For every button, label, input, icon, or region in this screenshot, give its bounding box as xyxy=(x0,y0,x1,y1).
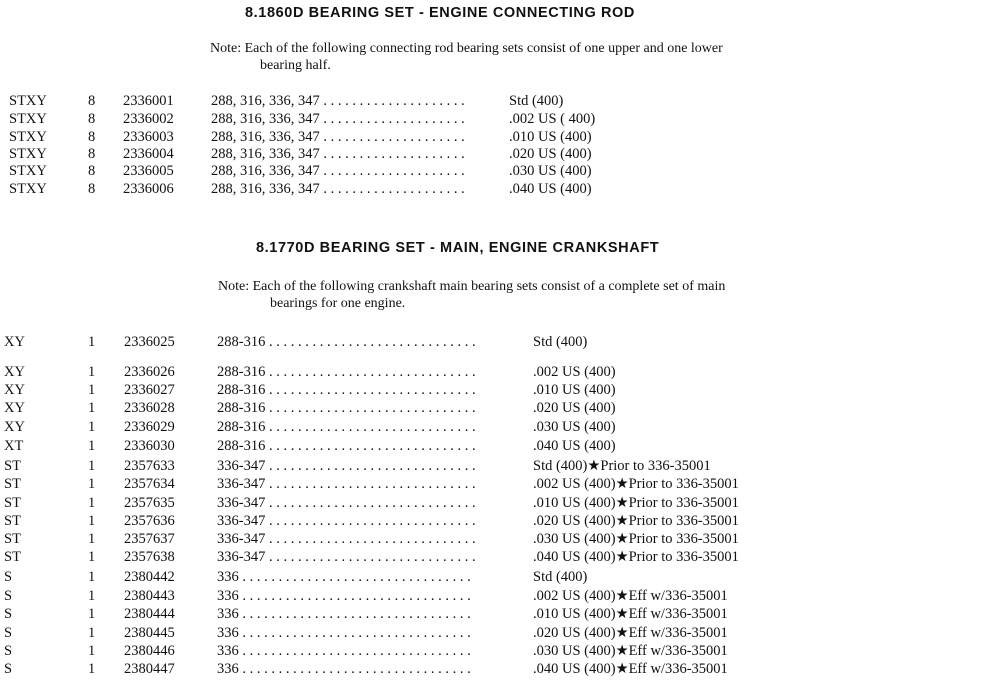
parts-row-desc: .040 US (400) xyxy=(509,181,592,197)
parts-row xyxy=(0,110,997,128)
parts-row-model: ST xyxy=(4,549,21,565)
parts-row-part: 2336002 xyxy=(123,111,174,127)
parts-row-desc: .010 US (400)★Prior to 336-35001 xyxy=(533,495,739,511)
parts-row xyxy=(0,437,997,455)
parts-row-part: 2336025 xyxy=(124,334,175,350)
parts-row-model: STXY xyxy=(9,111,47,127)
parts-row-qty: 1 xyxy=(88,476,96,492)
parts-row-part: 2336001 xyxy=(123,93,174,109)
parts-row-qty: 1 xyxy=(88,643,96,659)
parts-row-model: XT xyxy=(4,438,24,454)
parts-row-part: 2380442 xyxy=(124,569,175,585)
parts-row xyxy=(0,512,997,530)
parts-row-appl: 288, 316, 336, 347 . . . . . . . . . . . . . . . . . . . . xyxy=(211,163,465,179)
parts-row-appl: 336-347 . . . . . . . . . . . . . . . . . . . . . . . . . . . . . xyxy=(217,458,476,474)
parts-row-qty: 1 xyxy=(88,588,96,604)
parts-row-qty: 1 xyxy=(88,400,96,416)
parts-row xyxy=(0,145,997,163)
parts-row-part: 2336026 xyxy=(124,364,175,380)
parts-row-desc: .020 US (400)★Prior to 336-35001 xyxy=(533,513,739,529)
note-line: Note: Each of the following crankshaft main bearing sets consist of a complete set of main xyxy=(218,279,726,294)
parts-row-appl: 336 . . . . . . . . . . . . . . . . . . . . . . . . . . . . . . . . xyxy=(217,569,471,585)
parts-row xyxy=(0,457,997,475)
parts-row-appl: 336-347 . . . . . . . . . . . . . . . . . . . . . . . . . . . . . xyxy=(217,513,476,529)
parts-row-part: 2380443 xyxy=(124,588,175,604)
parts-row-desc: .020 US (400) xyxy=(509,146,592,162)
parts-row-part: 2336029 xyxy=(124,419,175,435)
parts-row-appl: 336-347 . . . . . . . . . . . . . . . . . . . . . . . . . . . . . xyxy=(217,549,476,565)
parts-row-qty: 1 xyxy=(88,458,96,474)
parts-row-desc: .002 US (400)★Prior to 336-35001 xyxy=(533,476,739,492)
parts-row-part: 2357636 xyxy=(124,513,175,529)
parts-row xyxy=(0,568,997,586)
parts-row-qty: 8 xyxy=(88,129,96,145)
parts-row xyxy=(0,418,997,436)
parts-row-desc: .010 US (400) xyxy=(509,129,592,145)
parts-row xyxy=(0,475,997,493)
parts-row-qty: 1 xyxy=(88,495,96,511)
parts-row-part: 2336005 xyxy=(123,163,174,179)
parts-row-desc: .002 US (400)★Eff w/336-35001 xyxy=(533,588,728,604)
parts-row-appl: 288, 316, 336, 347 . . . . . . . . . . . . . . . . . . . . xyxy=(211,146,465,162)
section-note-connecting-rod xyxy=(210,40,723,74)
note-line: Note: Each of the following connecting rod bearing sets consist of one upper and one lower xyxy=(210,41,723,56)
parts-row-appl: 336-347 . . . . . . . . . . . . . . . . . . . . . . . . . . . . . xyxy=(217,531,476,547)
parts-row-model: ST xyxy=(4,458,21,474)
section-heading-connecting-rod: 8.1860D BEARING SET - ENGINE CONNECTING ROD xyxy=(245,5,635,21)
section-heading-crankshaft-main: 8.1770D BEARING SET - MAIN, ENGINE CRANKSHAFT xyxy=(256,240,660,256)
parts-row-qty: 8 xyxy=(88,146,96,162)
parts-row-part: 2336003 xyxy=(123,129,174,145)
parts-row-model: ST xyxy=(4,513,21,529)
parts-row-appl: 336 . . . . . . . . . . . . . . . . . . . . . . . . . . . . . . . . xyxy=(217,643,471,659)
parts-row-part: 2336004 xyxy=(123,146,174,162)
parts-row-qty: 1 xyxy=(88,661,96,677)
parts-row-desc: Std (400) xyxy=(533,334,588,350)
section-note-crankshaft-main xyxy=(218,278,725,312)
parts-row-model: STXY xyxy=(9,163,47,179)
parts-row-part: 2336030 xyxy=(124,438,175,454)
parts-row xyxy=(0,128,997,146)
note-line-continued: bearing half. xyxy=(260,58,331,73)
parts-row-model: STXY xyxy=(9,129,47,145)
parts-row xyxy=(0,381,997,399)
parts-row-part: 2380447 xyxy=(124,661,175,677)
parts-row-qty: 8 xyxy=(88,163,96,179)
parts-row-desc: .040 US (400) xyxy=(533,438,616,454)
parts-row-model: S xyxy=(4,625,13,641)
parts-row-model: XY xyxy=(4,419,25,435)
parts-row xyxy=(0,642,997,660)
parts-row-model: XY xyxy=(4,400,25,416)
parts-row-model: S xyxy=(4,569,13,585)
parts-row-model: S xyxy=(4,643,13,659)
parts-row-appl: 288-316 . . . . . . . . . . . . . . . . . . . . . . . . . . . . . xyxy=(217,334,476,350)
parts-row-appl: 336 . . . . . . . . . . . . . . . . . . . . . . . . . . . . . . . . xyxy=(217,606,471,622)
parts-row-model: S xyxy=(4,588,13,604)
parts-row-model: ST xyxy=(4,531,21,547)
parts-row xyxy=(0,530,997,548)
parts-row-model: STXY xyxy=(9,181,47,197)
parts-row-model: S xyxy=(4,606,13,622)
parts-row-desc: .002 US ( 400) xyxy=(509,111,596,127)
parts-row-model: ST xyxy=(4,495,21,511)
parts-row xyxy=(0,605,997,623)
parts-row-desc: .020 US (400) xyxy=(533,400,616,416)
parts-row-appl: 288-316 . . . . . . . . . . . . . . . . . . . . . . . . . . . . . xyxy=(217,382,476,398)
parts-row-qty: 1 xyxy=(88,419,96,435)
parts-row-desc: .010 US (400) xyxy=(533,382,616,398)
parts-row-qty: 1 xyxy=(88,549,96,565)
parts-row-desc: Std (400) xyxy=(533,569,588,585)
parts-row-appl: 288, 316, 336, 347 . . . . . . . . . . . . . . . . . . . . xyxy=(211,111,465,127)
parts-row xyxy=(0,180,997,198)
parts-row-qty: 1 xyxy=(88,606,96,622)
parts-row-part: 2357633 xyxy=(124,458,175,474)
parts-row-part: 2357635 xyxy=(124,495,175,511)
parts-row-qty: 1 xyxy=(88,625,96,641)
parts-row-desc: .002 US (400) xyxy=(533,364,616,380)
parts-row xyxy=(0,399,997,417)
parts-row-appl: 288, 316, 336, 347 . . . . . . . . . . . . . . . . . . . . xyxy=(211,129,465,145)
parts-row-part: 2380444 xyxy=(124,606,175,622)
parts-row-qty: 1 xyxy=(88,438,96,454)
note-line-continued: bearings for one engine. xyxy=(270,296,406,311)
parts-row-desc: .020 US (400)★Eff w/336-35001 xyxy=(533,625,728,641)
parts-row xyxy=(0,363,997,381)
parts-row-desc: .030 US (400)★Eff w/336-35001 xyxy=(533,643,728,659)
parts-row-desc: .030 US (400)★Prior to 336-35001 xyxy=(533,531,739,547)
parts-row-part: 2357638 xyxy=(124,549,175,565)
parts-row-model: XY xyxy=(4,382,25,398)
parts-row-appl: 336-347 . . . . . . . . . . . . . . . . . . . . . . . . . . . . . xyxy=(217,495,476,511)
parts-row xyxy=(0,333,997,351)
parts-row-qty: 1 xyxy=(88,382,96,398)
parts-row xyxy=(0,548,997,566)
parts-row-model: ST xyxy=(4,476,21,492)
parts-row-model: S xyxy=(4,661,13,677)
parts-row-desc: .040 US (400)★Eff w/336-35001 xyxy=(533,661,728,677)
parts-row-appl: 336 . . . . . . . . . . . . . . . . . . . . . . . . . . . . . . . . xyxy=(217,625,471,641)
parts-row-desc: Std (400)★Prior to 336-35001 xyxy=(533,458,711,474)
parts-row-model: STXY xyxy=(9,93,47,109)
parts-row-desc: Std (400) xyxy=(509,93,564,109)
parts-row-appl: 336 . . . . . . . . . . . . . . . . . . . . . . . . . . . . . . . . xyxy=(217,661,471,677)
parts-row-qty: 8 xyxy=(88,111,96,127)
parts-row xyxy=(0,92,997,110)
parts-row xyxy=(0,494,997,512)
parts-row xyxy=(0,660,997,678)
parts-row-qty: 1 xyxy=(88,334,96,350)
parts-row-appl: 288-316 . . . . . . . . . . . . . . . . . . . . . . . . . . . . . xyxy=(217,400,476,416)
parts-row-qty: 8 xyxy=(88,93,96,109)
parts-row xyxy=(0,624,997,642)
parts-row-model: XY xyxy=(4,364,25,380)
parts-row-model: XY xyxy=(4,334,25,350)
parts-row-appl: 288, 316, 336, 347 . . . . . . . . . . . . . . . . . . . . xyxy=(211,181,465,197)
parts-row-part: 2336027 xyxy=(124,382,175,398)
parts-row-model: STXY xyxy=(9,146,47,162)
parts-row-appl: 288-316 . . . . . . . . . . . . . . . . . . . . . . . . . . . . . xyxy=(217,364,476,380)
parts-row-appl: 336-347 . . . . . . . . . . . . . . . . . . . . . . . . . . . . . xyxy=(217,476,476,492)
parts-row-appl: 288-316 . . . . . . . . . . . . . . . . . . . . . . . . . . . . . xyxy=(217,419,476,435)
parts-row-appl: 288-316 . . . . . . . . . . . . . . . . . . . . . . . . . . . . . xyxy=(217,438,476,454)
parts-row-qty: 1 xyxy=(88,569,96,585)
parts-row-desc: .010 US (400)★Eff w/336-35001 xyxy=(533,606,728,622)
parts-row-qty: 1 xyxy=(88,364,96,380)
parts-row-qty: 8 xyxy=(88,181,96,197)
parts-row xyxy=(0,162,997,180)
parts-row-qty: 1 xyxy=(88,513,96,529)
parts-row-desc: .040 US (400)★Prior to 336-35001 xyxy=(533,549,739,565)
parts-row-part: 2380445 xyxy=(124,625,175,641)
parts-row-part: 2357637 xyxy=(124,531,175,547)
parts-row-qty: 1 xyxy=(88,531,96,547)
parts-row-desc: .030 US (400) xyxy=(509,163,592,179)
parts-row-part: 2336028 xyxy=(124,400,175,416)
parts-row xyxy=(0,587,997,605)
parts-row-part: 2357634 xyxy=(124,476,175,492)
parts-row-part: 2380446 xyxy=(124,643,175,659)
parts-row-appl: 336 . . . . . . . . . . . . . . . . . . . . . . . . . . . . . . . . xyxy=(217,588,471,604)
parts-row-part: 2336006 xyxy=(123,181,174,197)
parts-row-desc: .030 US (400) xyxy=(533,419,616,435)
parts-row-appl: 288, 316, 336, 347 . . . . . . . . . . . . . . . . . . . . xyxy=(211,93,465,109)
